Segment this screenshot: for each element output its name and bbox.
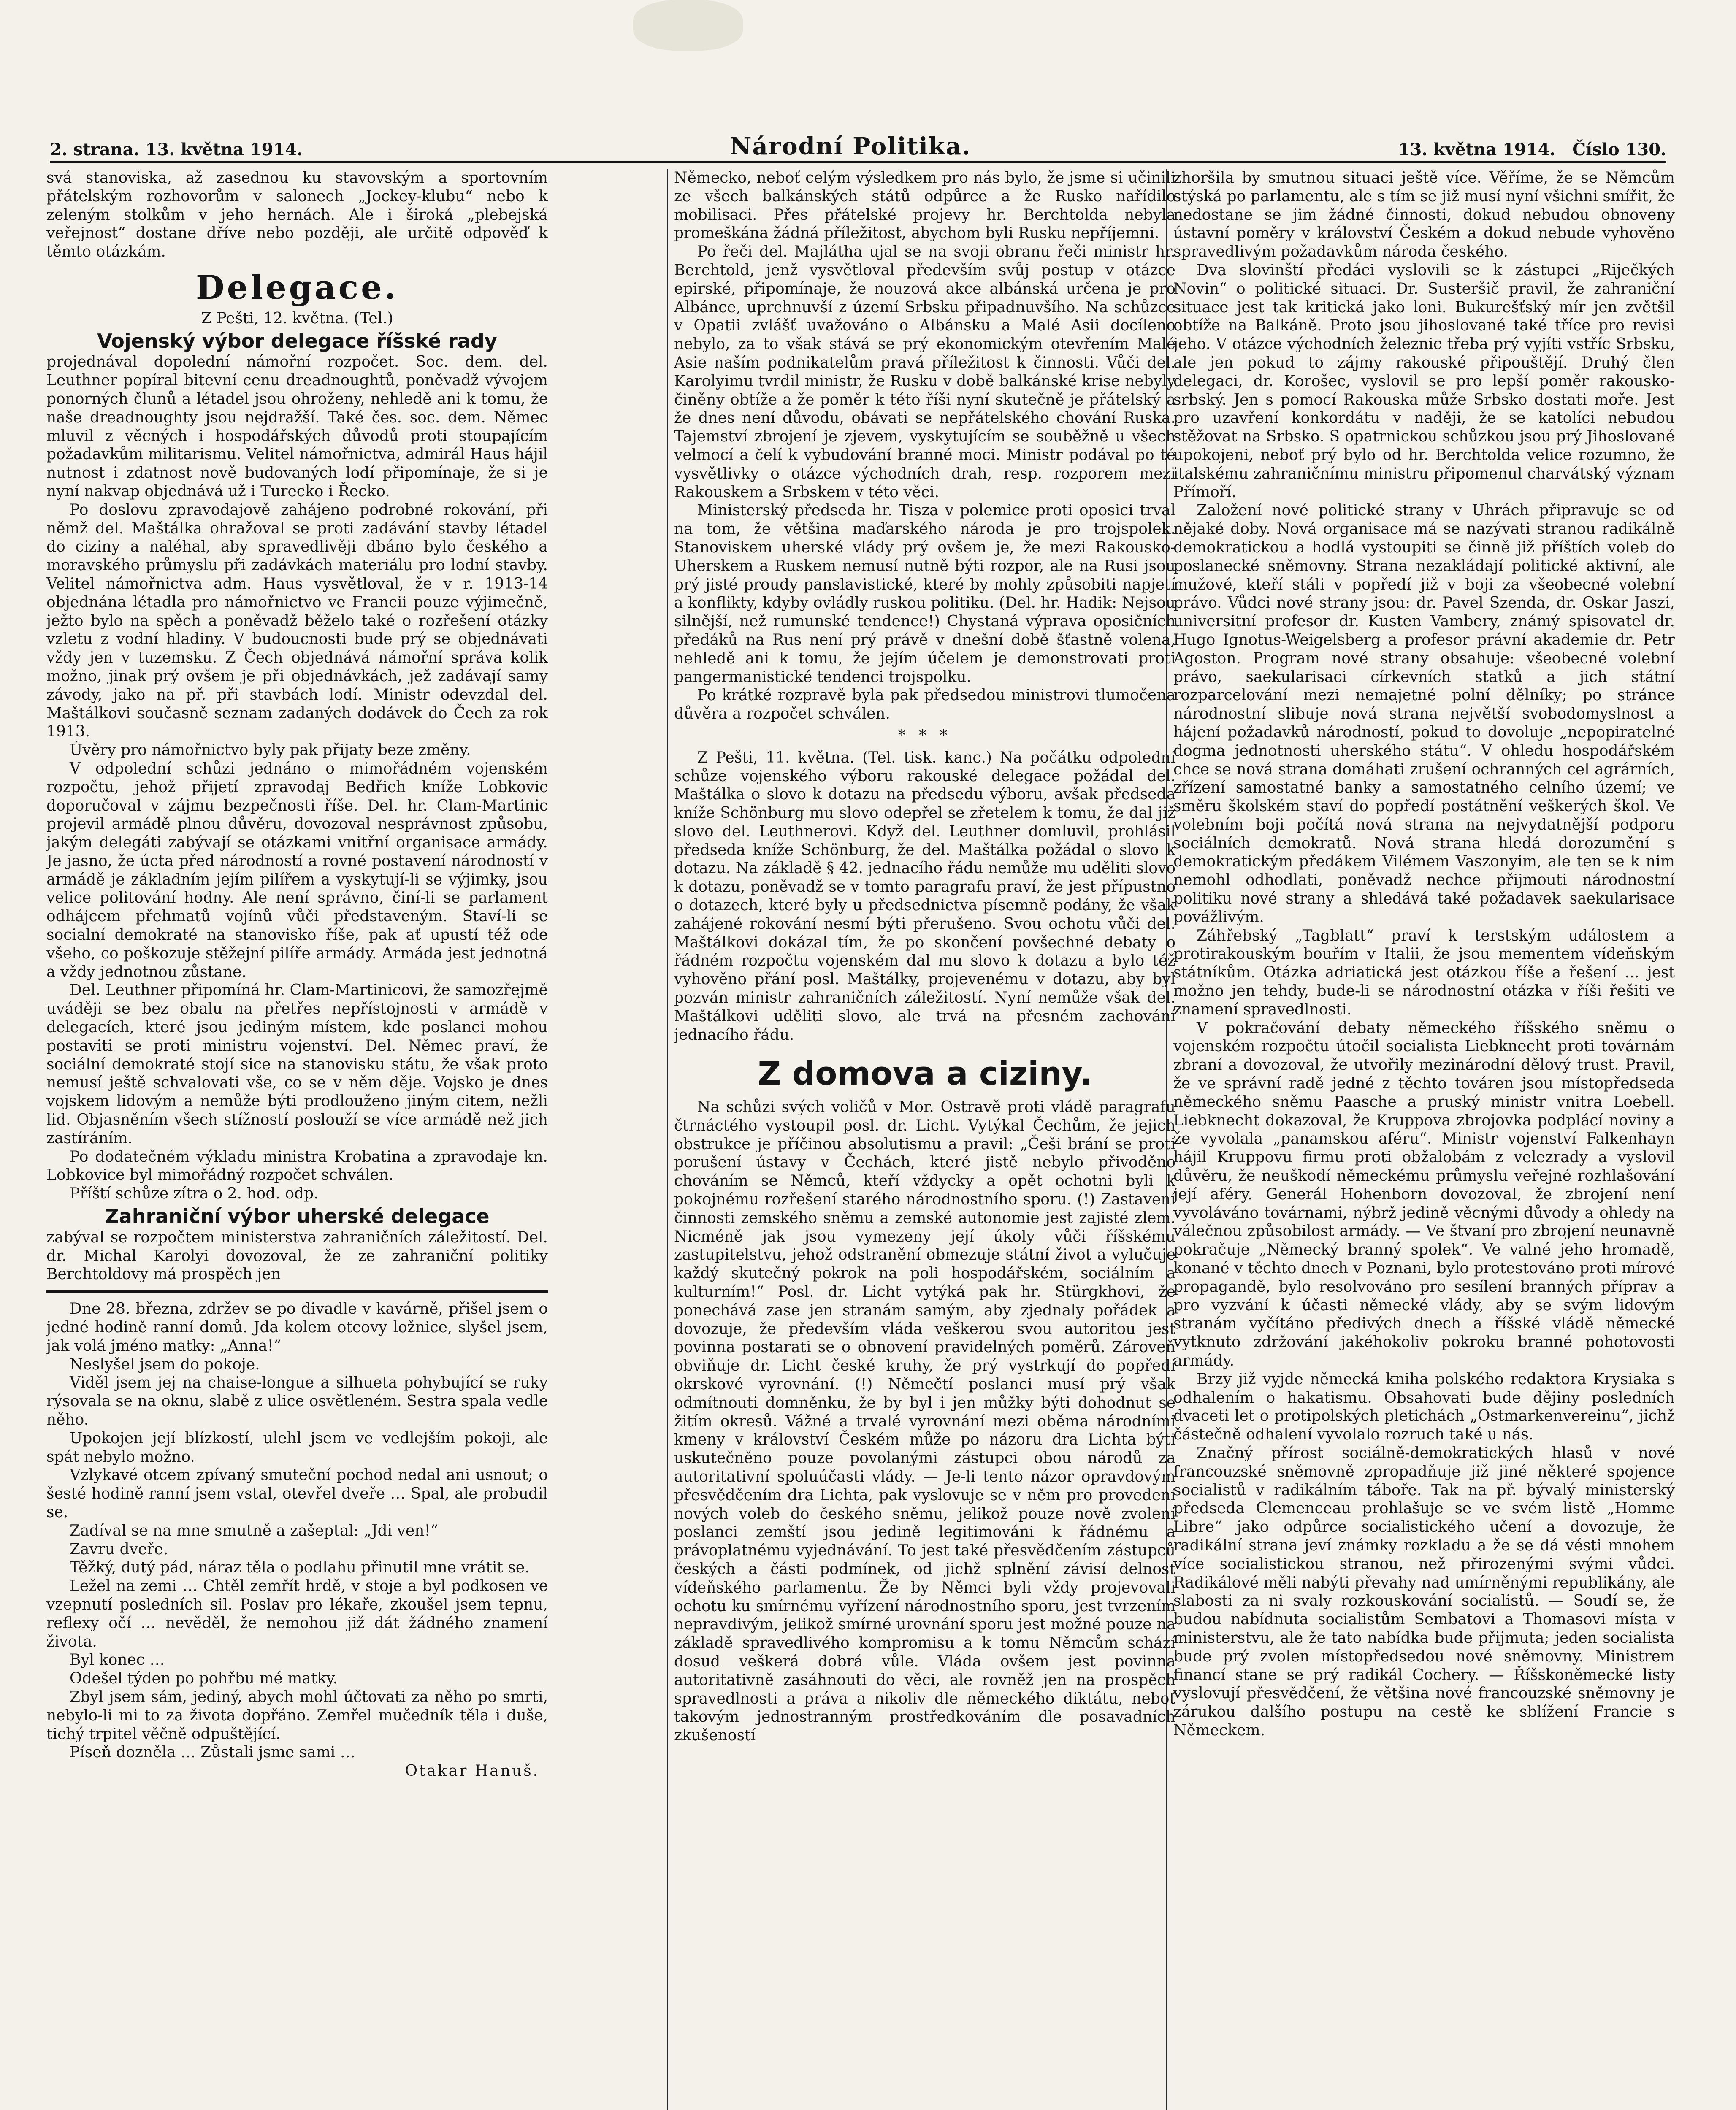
paragraph: Del. Leuthner připomíná hr. Clam-Martinicovi, že samozřejmě uváději se bez obalu na přetřes nepřístojnosti v armádě v delegacích, které jsou jediným místem, kde poslanci mohou postaviti se proti ministru vojenství. Del. Němec praví, že sociální demokraté stojí sice na stanovisku státu, že však proto nemusí ještě schvalovati vše, co se v něm děje. Vojsko je dnes vojskem lidovým a nemůže býti prodlouženo jiným citem, nežli lid. Objasněním všech stížností poslouží se více armádě než jich zastíráním. xyxy=(46,982,548,1147)
header-rule xyxy=(50,161,1666,163)
column-divider xyxy=(667,169,668,2110)
story-paragraph: Těžký, dutý pád, náraz těla o podlahu přinutil mne vrátit se. xyxy=(70,1559,530,1577)
issue-number: Číslo 130. xyxy=(1572,140,1666,160)
story-paragraph: Upokojen její blízkostí, ulehl jsem ve vedlejším pokoji, ale spát nebylo možno. xyxy=(46,1429,548,1466)
story-paragraph: Dne 28. března, zdržev se po divadle v kavárně, přišel jsem o jedné hodině ranní domů. Jda kolem otcovy ložnice, slyšel jsem, jak volá jméno matky: „Anna!“ xyxy=(46,1300,548,1355)
column-3 xyxy=(1173,169,1675,2110)
paragraph: Brzy již vyjde německá kniha polského redaktora Krysiaka s odhalením o hakatismu. Obsahovati bude dějiny posledních dvaceti let o protipolských pletichách „Ostmarkenvereinu“, jichž částečně odhalení vyvolalo rozruch také u nás. xyxy=(1173,1370,1675,1444)
story-paragraph: Zbyl jsem sám, jediný, abych mohl účtovati za něho po smrti, nebylo-li mi to za života dopřáno. Zemřel mučedník těla i duše, tichý trpitel věčně odpuštějící. xyxy=(46,1688,548,1743)
page-header xyxy=(50,133,1666,160)
story-paragraph: Vzlykavé otcem zpívaný smuteční pochod nedal ani usnout; o šesté hodině ranní jsem vstal, otevřel dveře … Spal, ale probudil se. xyxy=(46,1466,548,1521)
paragraph: zhoršila by smutnou situaci ještě více. Věříme, že se Němcům stýská po parlamentu, ale s tím se již musí nyní všichni smířit, že nedostane se jim žádné činnosti, dokud nebudou obnoveny ústavní poměry v království Českém a dokud nebude vyhověno spravedlivým požadavkům národa českého. xyxy=(1173,169,1675,261)
story-paragraph: Zadíval se na mne smutně a zašeptal: „Jdi ven!“ xyxy=(70,1522,439,1539)
paragraph: Příští schůze zítra o 2. hod. odp. xyxy=(70,1185,319,1203)
paragraph: Založení nové politické strany v Uhrách připravuje se od nějaké doby. Nová organisace má se nazývati stranou radikálně demokratickou a hodlá vystoupiti se činně již příštích voleb do poslanecké sněmovny. Strana nezakládají politické aktivní, ale mužové, kteří stáli v popředí již v boji za všeobecné volební právo. Vůdci nové strany jsou: dr. Pavel Szenda, dr. Oskar Jaszi, universitní profesor dr. Kusten Vambery, známý spisovatel dr. Hugo Ignotus-Weigelsberg a profesor právní akademie dr. Petr Agoston. Program nové strany obsahuje: všeobecné volební právo, saekularisaci církevních statků a jich státní rozparcelování mezi nemajetné polní dělníky; po stránce národnostní slibuje nová strana největší svobodomyslnost a hájení požadavků národností, pokud to dovoluje „nepopiratelné dogma jednotnosti uherského státu“. V ohledu hospodářském chce se nová strana domáhati zrušení ochranných cel agrárních, zřízení samostatné banky a samostatného celního území; ve směru školském staví do popředí postátnění veškerých škol. Ve volebním boji počítá nová strana na nejvydatnější podporu sociálních demokratů. Nová strana hledá dorozumění s demokratickým předákem Vilémem Vaszonyim, ale ten se k nim nemohl odhodlati, poněvadž nechce přijmouti národnostní politiku nové strany a shledává také požadavek saekularisace povážlivým. xyxy=(1173,502,1675,926)
paragraph: Úvěry pro námořnictvo byly pak přijaty beze změny. xyxy=(70,741,471,759)
dateline: Z Pešti, 12. května. (Tel.) xyxy=(201,309,393,327)
paragraph: Z Pešti, 11. května. (Tel. tisk. kanc.) Na počátku odpolední schůze vojenského výboru rakouské delegace požádal del. Maštálka o slovo k dotazu na předsedu výboru, avšak předseda kníže Schönburg mu slovo odepřel se zřetelem k tomu, že dal již slovo del. Leuthnerovi. Když del. Leuthner domluvil, prohlásil předseda kníže Schönburg, že del. Maštálka požádal o slovo k dotazu. Na základě § 42. jednacího řádu nemůže mu uděliti slovo k dotazu, poněvadž se v tomto paragrafu praví, že jest přípustno o dotazech, které byly u předsednictva písemně podány, že však zahájené rokování nesmí býti přerušeno. Svou ochotu vůči del. Maštálkovi dokázal tím, že po skončení povšechné debaty o řádném rozpočtu vojenském dal mu slovo k dotazu a bylo též vyhověno přání posl. Maštálky, projevenému v dotazu, aby byl pozván ministr zahraničních záležitostí. Nyní nemůže však del. Maštálkovi uděliti slovo, ale trvá na přesném zachování jednacího řádu. xyxy=(674,749,1175,1044)
paper-stain xyxy=(633,0,743,51)
section-title-delegace: Delegace. xyxy=(196,268,398,307)
paragraph: Po doslovu zpravodajově zahájeno podrobné rokování, při němž del. Maštálka ohražoval se proti zadávání stavby létadel do ciziny a naléhal, aby spravedlivěji dbáno bylo českého a moravského průmyslu při zadávkách materiálu pro lodní stavby. Velitel námořnictva adm. Haus vysvětloval, že v r. 1913-14 objednána létadla pro námořnictvo ve Francii pouze výjimečně, ježto bylo na spěch a poněvadž běželo také o rozřešení otázky vzletu z vodní hladiny. V budoucnosti bude prý se objednávati vždy jen v tuzemsku. Z Čech objednává námořní správa kolik možno, jinak prý ovšem je při objednávkách, jež zadávají samy závody, jako na př. při stavbách lodí. Ministr odevzdal del. Maštálkovi současně seznam zadaných dodávek do Čech za rok 1913. xyxy=(46,501,548,741)
story-paragraph: Zavru dveře. xyxy=(70,1540,168,1558)
story-paragraph: Viděl jsem jej na chaise-longue a silhueta pohybující se ruky rýsovala se na oknu, slabě z ulice osvětleném. Sestra spala vedle něho. xyxy=(46,1374,548,1428)
header-right xyxy=(1398,141,1666,158)
story-paragraph: Neslyšel jsem do pokoje. xyxy=(70,1355,260,1373)
masthead-title: Národní Politika. xyxy=(730,133,971,160)
author-signature: Otakar Hanuš. xyxy=(405,1762,539,1780)
paragraph: Německo, neboť celým výsledkem pro nás bylo, že jsme si učinili ze všech balkánských států odpůrce a že Rusko nařídilo mobilisaci. Přes přátelské projevy hr. Berchtolda nebyla promeškána žádná příležitost, abychom byli Rusku nepříjemni. xyxy=(674,169,1175,242)
paragraph: V pokračování debaty německého říšského sněmu o vojenském rozpočtu útočil socialista Liebknecht proti továrnám zbraní a dovozoval, že utvořily mezinárodní dělový trust. Pravil, že ve správní radě jedné z těchto továren jsou místopředseda německého sněmu Paasche a pruský ministr vnitra Loebell. Liebknecht dokazoval, že Kruppova zbrojovka podplácí noviny a že vyvolala „panamskou aféru“. Ministr vojenství Falkenhayn hájil Kruppovu firmu proti obžalobám z velezrady a vyslovil důvěru, že neuškodí německému průmyslu veřejné rozhlašování její aféry. Generál Hohenborn dovozoval, že zbrojení není vyvoláváno továrnami, nýbrž jedině věcnými důvody a ohledy na válečnou způsobilost armády. — Ve štvaní pro zbrojení neunavně pokračuje „Německý branný spolek“. Ve valné jeho hromadě, konané v těchto dnech v Poznani, bylo protestováno proti mírové propagandě, bylo resolvováno pro sesílení branných příprav a pro vyzvání k účasti německé vlády, aby se svým lidovým stranám vyčítáno předivých dnech a říšské vládě německé vytknuto zdržování jakéhokoliv pokroku branné pohotovosti armády. xyxy=(1173,1019,1675,1369)
paragraph: Na schůzi svých voličů v Mor. Ostravě proti vládě paragrafu čtrnáctého vystoupil posl. dr. Licht. Vytýkal Čechům, že jejich obstrukce je příčinou absolutismu a pravil: „Češi brání se proti porušení ústavy v Čechách, které jistě nebylo přivoděno chováním se Němců, kteří vždycky a opět ochotni byli k pokojnému rozřešení starého národnostního sporu. (!) Zastavení činnosti zemského sněmu a zemské autonomie jest zajisté zlem. Nicméně jak jsou vymezeny její úkoly vůči říšskému zastupitelstvu, jehož odstranění obmezuje státní život a vylučuje každý skutečný pokrok na poli hospodářském, sociálním a kulturním!“ Posl. dr. Licht vytýká pak hr. Stürgkhovi, že ponechává zase jen stranám samým, aby zjednaly pořádek a dovozuje, že především vláda veškerou svou autoritou jest povinna postarati se o obnovení pravidelných poměrů. Zároveň obviňuje dr. Licht české kruhy, že prý vystrkují do popředí okrskové vyrovnání. (!) Němečtí poslanci musí prý však odmítnouti domněnku, že by byl i jen můžky býti dohodnut se žitím okresů. Vážné a trvalé vyrovnání mezi oběma národními kmeny v království Českém může po názoru dra Lichta býti uskutečněno pouze povolanými zástupci obou národů za autoritativní spoluúčasti vlády. — Je-li tento názor opravdovým přesvědčením dra Lichta, pak vyslovuje se v něm pro provedení nových voleb do českého sněmu, jelikož pouze nově zvolení poslanci zemští jsou jedině legitimováni k řádnému a právoplatnému vyjednávání. To jest také přesvědčením zástupců českých a části podmínek, od jichž splnění závisí delnost vídeňského parlamentu. Že by Němci byli vždy projevovali ochotu ku smírnému vyřízení národnostního sporu, jest tvrzením nepravdivým, jelikož smírné urovnání sporu jest možné pouze na základě spravedlivého kompromisu a k tomu Němcům schází dosud veškerá dobrá vůle. Vláda ovšem jest povinna autoritativně zasáhnouti do věci, ale rovněž jen na prospěch spravedlnosti a práva a nikoliv dle německého diktátu, neboť takovým jednostranným prostředkováním dle posavadních zkušeností xyxy=(674,1098,1175,1745)
story-paragraph: Ležel na zemi … Chtěl zemřít hrdě, v stoje a byl podkosen ve vzepnutí posledních sil. Poslav pro lékaře, zkoušel jsem tepnu, reflexy očí … nevěděl, že nemohou již dát žádného znamení života. xyxy=(46,1577,548,1650)
story-paragraph: Byl konec … xyxy=(70,1651,165,1669)
paragraph: Po krátké rozpravě byla pak předsedou ministrovi tlumočena důvěra a rozpočet schválen. xyxy=(674,687,1175,723)
paragraph: projednával dopolední námořní rozpočet. Soc. dem. del. Leuthner popíral bitevní cenu dreadnoughtů, poněvadž vývojem ponorných člunů a létadel jsou ohroženy, nehledě ani k tomu, že naše dreadnoughty jsou nejdražší. Také čes. soc. dem. Němec mluvil z věcných i hospodářských důvodů proti stoupajícím požadavkům militarismu. Velitel námořnictva, admirál Haus hájil nutnost i zdatnost nově budovaných lodí připomínaje, že si je nyní nakvap objednává už i Turecko i Řecko. xyxy=(46,353,548,500)
paragraph: V odpolední schůzi jednáno o mimořádném vojenském rozpočtu, jehož přijetí zpravodaj Bedřich kníže Lobkovic doporučoval v zájmu bezpečnosti říše. Del. hr. Clam-Martinic projevil armádě plnou důvěru, dovozoval nesprávnost způsobu, jakým delegáti zabývají se otázkami vnitřní organisace armády. Je jasno, že úcta před národností a rovné postavení národností v armádě je základním jejím pilířem a vyskytují-li se výjimky, jsou velice politování hodny. Ale není správno, činí-li se parlament odhájcem přehmatů vojínů vůči představeným. Staví-li se socialní demokraté na stanovisko říše, pak ať upustí též ode všeho, co poškozuje stěžejní pilíře armády. Armáda jest jednotná a vždy jednotnou zůstane. xyxy=(46,760,548,981)
section-divider xyxy=(46,1290,548,1293)
paragraph: Záhřebský „Tagblatt“ praví k terstským událostem a protirakouským bouřím v Italii, že jsou mementem vídeňským státníkům. Otázka adriatická jest otázkou říše a řešení ... jest možno jen tehdy, bude-li se národnostní otázka v říši řešiti ve znamení spravedlnosti. xyxy=(1173,927,1675,1018)
paragraph: Značný přírost sociálně-demokratických hlasů v nové francouzské sněmovně zpropadňuje již jiné některé spojence socialistů v radikálním táboře. Tak na př. bývalý ministerský předseda Clemenceau prohlašuje se ve svém listě „Homme Libre“ jako odpůrce socialistického učení a dovozuje, že radikální strana jeví známky rozkladu a že se dá vésti mnohem více socialistickou stranou, než přirozenými svými vůdci. Radikálové měli nabýti převahy nad umírněnými republikány, ale slabosti za ni svaly rozkouskování socialistů. — Soudí se, že budou nabídnuta socialistům Sembatovi a Thomasovi místa v ministerstvu, ale že tato nabídka bude přijmuta; jeden socialista bude prý zvolen místopředsedou nové sněmovny. Ministrem financí stane se prý radikál Cochery. — Říšskoněmecké listy vyslovují přesvědčení, že většina nové francouzské sněmovny je zárukou dalšího postupu na cestě ke sblížení Francie s Německem. xyxy=(1173,1444,1675,1739)
paragraph: svá stanoviska, až zasednou ku stavovským a sportovním přátelským rozhovorům v salonech „Jockey-klubu“ nebo k zeleným stolkům v jeho hernách. Ale i široká „plebejská veřejnost“ dostane dříve nebo později, ale určitě odpověď k těmto otázkám. xyxy=(46,169,548,261)
story-paragraph: Odešel týden po pohřbu mé matky. xyxy=(70,1670,338,1688)
section-title-z-domova: Z domova a ciziny. xyxy=(758,1055,1092,1093)
paragraph: Po dodatečném výkladu ministra Krobatina a zpravodaje kn. Lobkovice byl mimořádný rozpočet schválen. xyxy=(46,1148,548,1184)
paragraph: Po řeči del. Majlátha ujal se na svoji obranu řeči ministr hr. Berchtold, jenž vysvětloval především svůj postup v otázce epirské, připomínaje, že nouzová akce albánská určena je pro Albánce, uprchnuvší z území Srbsku připadnuvšího. Na schůzce v Opatii zvlášť uvažováno o Albánsku a Malé Asii docíleno nebylo, za to však stává se prý ekonomickým otevřením Malé Asie naším podnikatelům pravá příležitost k činnosti. Vůči del. Karolyimu tvrdil ministr, že Rusku v době balkánské krise nebyly činěny obtíže a že poměr k této říši nyní skutečně je přátelský a že dnes není důvodu, obávati se nepřátelského chování Ruska. Tajemství zbrojení je zjevem, vyskytujícím se souběžně u všech velmocí a čelí k vybudování branné moci. Ministr podával po té vysvětlivky o otázce východních drah, resp. rozporem mezi Rakouskem a Srbskem v této věci. xyxy=(674,243,1175,501)
separator-stars: * * * xyxy=(898,727,952,744)
page-number-date: 2. strana. 13. května 1914. xyxy=(50,140,303,160)
paragraph: zabýval se rozpočtem ministerstva zahraničních záležitostí. Del. dr. Michal Karolyi dovozoval, že ze zahraniční politiky Berchtoldovy má prospěch jen xyxy=(46,1228,548,1283)
column-2 xyxy=(674,169,1175,2110)
header-date: 13. května 1914. xyxy=(1398,140,1556,160)
story-paragraph: Píseň dozněla … Zůstali jsme sami … xyxy=(70,1744,355,1761)
subheading: Zahraniční výbor uherské delegace xyxy=(105,1205,490,1228)
column-1 xyxy=(46,169,548,2110)
paragraph: Dva slovinští předáci vyslovili se k zástupci „Riječkých Novin“ o politické situaci. Dr. Susteršič pravil, že zahraniční situace jest tak kritická jako loni. Bukurešťský mír jen zvětšil obtíže na Balkáně. Proto jsou jihoslované také tříce pro revisi jeho. V otázce východních železnic třeba prý vyjíti vstříc Srbsku, ale jen pokud to zájmy rakouské připouštějí. Druhý člen delegaci, dr. Korošec, vyslovil se pro lepší poměr rakousko-srbský. Jen s pomocí Rakouska může Srbsko dostati moře. Jest pro uzavření konkordátu v naději, že se katolíci nebudou stěžovat na Srbsko. S opatrnickou schůzkou jsou prý Jihoslované upokojeni, neboť prý bylo od hr. Berchtolda velice rozumno, že italskému zahraničnímu ministru připomenul charvátský význam Přímoří. xyxy=(1173,261,1675,501)
paragraph: Ministerský předseda hr. Tisza v polemice proti oposici trval na tom, že většina maďarského národa je pro trojspolek. Stanoviskem uherské vlády prý ovšem je, že mezi Rakousko-Uherskem a Ruskem nemusí nutně býti rozpor, ale na Rusi jsou prý jisté proudy panslavistické, které by mohly způsobiti napjetí a konflikty, kdyby ovládly ruskou politiku. (Del. hr. Hadik: Nejsou silnější, než rumunské tendence!) Chystaná výprava oposičních předáků na Rus není prý právě v dnešní době šťastně volena, nehledě ani k tomu, že jejím účelem je demonstrovati proti pangermanistické tendenci trojspolku. xyxy=(674,502,1175,686)
subheading: Vojenský výbor delegace říšské rady xyxy=(97,329,497,352)
